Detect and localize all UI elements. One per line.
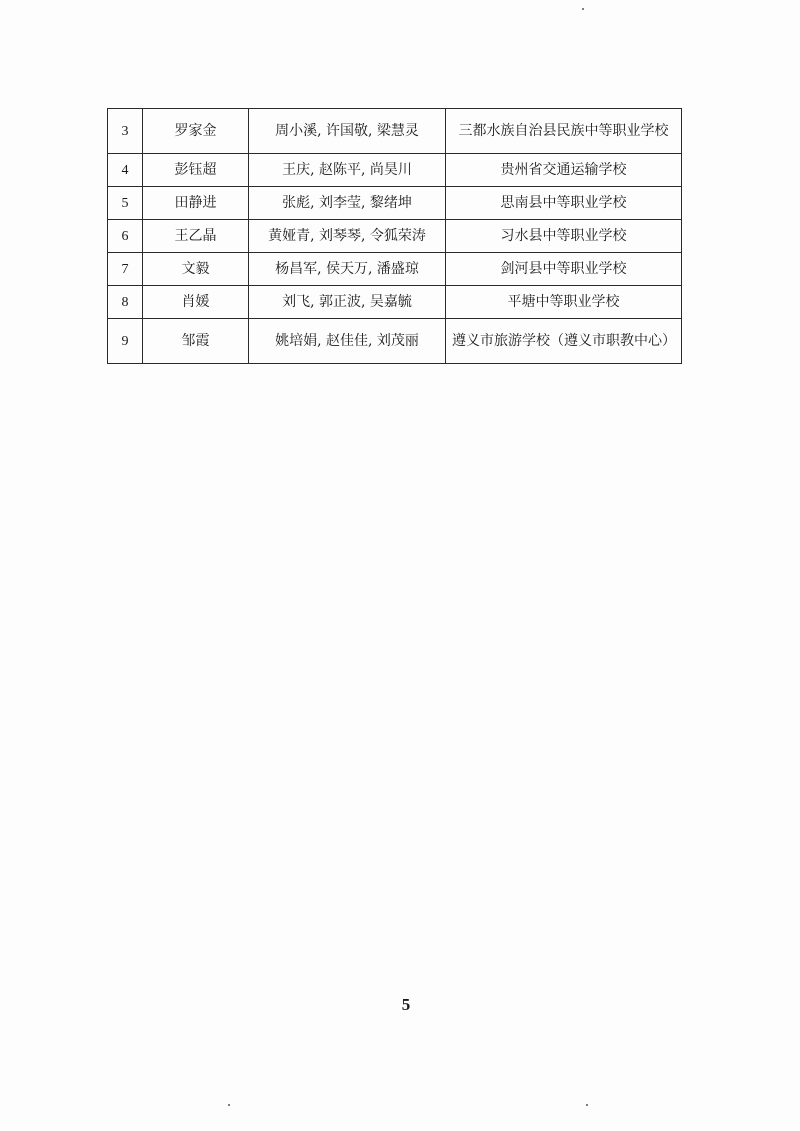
table-row — [108, 319, 682, 364]
row-number: 5 — [108, 187, 143, 220]
team-leader: 邹霞 — [143, 319, 249, 364]
team-members: 黄娅青, 刘琴琴, 令狐荣涛 — [249, 220, 446, 253]
team-leader: 田静进 — [143, 187, 249, 220]
school-name: 习水县中等职业学校 — [446, 220, 682, 253]
school-name: 平塘中等职业学校 — [446, 286, 682, 319]
team-members: 刘飞, 郭正波, 吴嘉毓 — [249, 286, 446, 319]
school-name: 思南县中等职业学校 — [446, 187, 682, 220]
row-number: 3 — [108, 109, 143, 154]
team-members: 王庆, 赵陈平, 尚昊川 — [249, 154, 446, 187]
scan-speck — [582, 8, 584, 10]
scan-speck — [586, 1104, 588, 1106]
team-roster-table — [107, 108, 682, 364]
school-name: 贵州省交通运输学校 — [446, 154, 682, 187]
team-leader: 文毅 — [143, 253, 249, 286]
page-number: 5 — [401, 995, 411, 1014]
school-name: 剑河县中等职业学校 — [446, 253, 682, 286]
school-name: 遵义市旅游学校（遵义市职教中心） — [446, 319, 682, 364]
scan-speck — [228, 1104, 230, 1106]
table-row — [108, 109, 682, 154]
row-number: 4 — [108, 154, 143, 187]
team-leader: 肖媛 — [143, 286, 249, 319]
row-number: 7 — [108, 253, 143, 286]
team-members: 杨昌军, 侯天万, 潘盛琼 — [249, 253, 446, 286]
team-members: 周小溪, 许国敬, 梁慧灵 — [249, 109, 446, 154]
row-number: 8 — [108, 286, 143, 319]
table-row — [108, 286, 682, 319]
table-row — [108, 154, 682, 187]
team-leader: 王乙晶 — [143, 220, 249, 253]
team-leader: 罗家金 — [143, 109, 249, 154]
row-number: 6 — [108, 220, 143, 253]
table-row — [108, 220, 682, 253]
team-leader: 彭钰超 — [143, 154, 249, 187]
row-number: 9 — [108, 319, 143, 364]
team-members: 张彪, 刘李莹, 黎绪坤 — [249, 187, 446, 220]
table-row — [108, 187, 682, 220]
table-row — [108, 253, 682, 286]
team-members: 姚培娟, 赵佳佳, 刘茂丽 — [249, 319, 446, 364]
school-name: 三都水族自治县民族中等职业学校 — [446, 109, 682, 154]
